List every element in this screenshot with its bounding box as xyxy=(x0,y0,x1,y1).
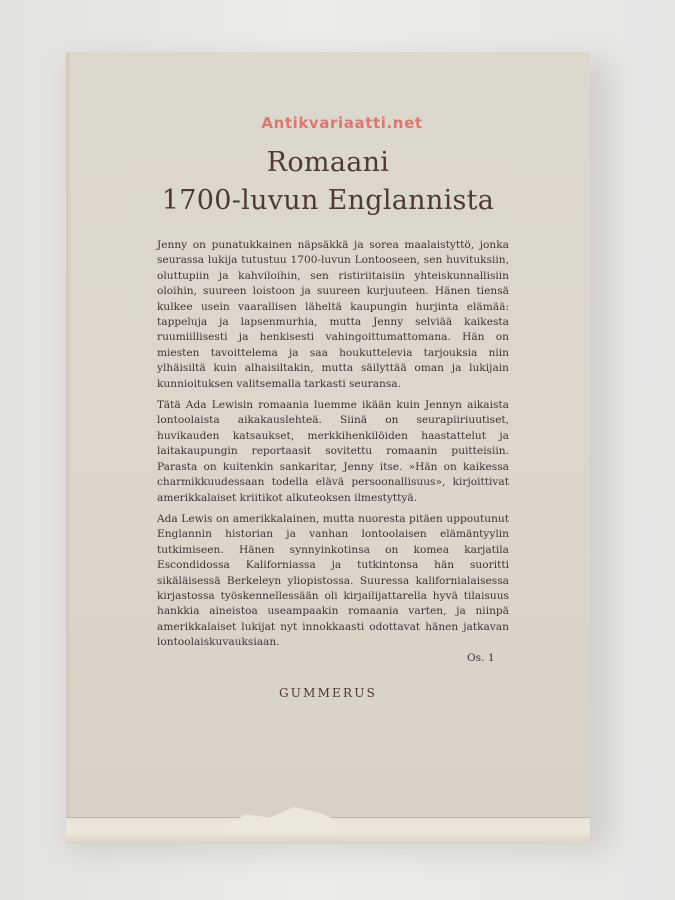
blurb-paragraph: Tätä Ada Lewisin romaania luemme ikään kuin Jennyn aikaista lontoolaista aikakauslehteä. Siinä on seurapiiriuutiset, huvikauden katsaukset, merkkihenkilöiden haastattelut ja laitakaupungin reportaasit sovitettu romaanin puitteisiin. Parasta on kuitenkin sankaritar, Jenny itse. »Hän on kaikessa charmikkuudessaan todella elävä persoonallisuus», kirjoittivat amerikkalaiset kriitikot alkuteoksen ilmestyttyä. xyxy=(157,399,509,504)
watermark: Antikvariaatti.net xyxy=(261,114,423,132)
blurb-text xyxy=(157,238,509,657)
title-line-2: 1700-luvun Englannista xyxy=(161,185,495,216)
publisher-name: GUMMERUS xyxy=(278,686,377,700)
signature: Os. 1 xyxy=(467,652,495,664)
title-line-1: Romaani xyxy=(266,147,390,178)
blurb-paragraph: Ada Lewis on amerikkalainen, mutta nuoresta pitäen uppoutunut Englannin historian ja vanhan lontoolaisen elämäntyylin tutkimiseen. Hänen synnyinkotinsa on komea karjatila Escondidossa Kaliforniassa ja tutkintonsa hän suoritti sikäläisessä Berkeleyn yliopistossa. Suuressa kalifornialaisessa kirjastossa työskennellessään oli kirjailijattarella hyvä tilaisuus hankkia aineistoa useampaakin romaania varten, ja niinpä amerikkalaiset lukijat nyt innokkaasti odottavat hänen jatkavan lontoolaiskuvauksiaan. xyxy=(157,512,509,649)
book-back-cover xyxy=(66,52,590,844)
blurb-paragraph: Jenny on punatukkainen näpsäkkä ja sorea maalaistyttö, jonka seurassa lukija tutustuu 1700-luvun Lontooseen, sen huvituksiin, oluttupiin ja kahviloihin, sen ristiriitaisiin yhteiskunnallisiin oloihin, suureen loistoon ja suureen kurjuuteen. Hänen tiensä kulkee usein vaarallisen läheltä kaupungin hurjinta elämää: tappeluja ja lapsenmurhia, mutta Jenny selviää kaikesta ruumiillisesti ja henkisesti vahingoittumattomana. Hän on miesten tavoittelema ja saa houkuttelevia tarjouksia niin ylhäisiltä kuin alhaisiltakin, mutta säilyttää oman ja lukijain kunnioituksen valitsemalla tarkasti seuransa. xyxy=(157,239,509,390)
